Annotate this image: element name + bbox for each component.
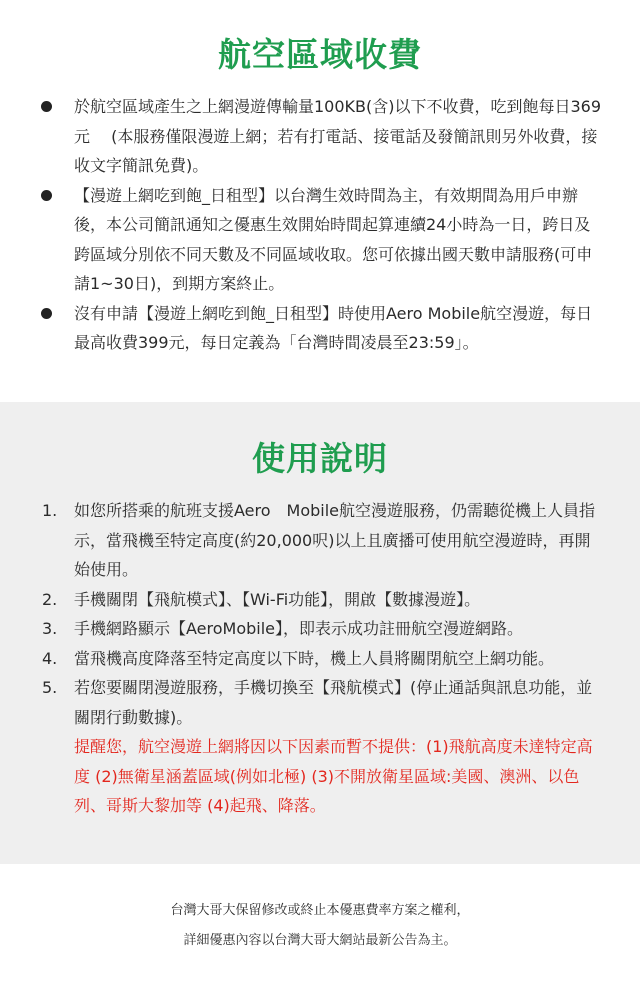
fees-item-text: 【漫遊上網吃到飽_日租型】以台灣生效時間為主，有效期間為用戶申辦後，本公司簡訊通知之優惠生效開始時間起算連續24小時為一日，跨日及跨區域分別依不同天數及不同區域收取。您可依據出國天數申請服務(可申請1~30日)，到期方案終止。 — [74, 185, 593, 293]
bullet-icon — [41, 190, 52, 201]
bullet-icon — [41, 101, 52, 112]
usage-section — [0, 402, 640, 864]
fees-title: 航空區域收費 — [218, 35, 422, 74]
usage-step — [0, 673, 640, 732]
usage-title: 使用說明 — [252, 439, 388, 478]
step-text: 手機關閉【飛航模式】、【Wi-Fi功能】，開啟【數據漫遊】。 — [74, 589, 481, 609]
fees-item — [0, 299, 640, 358]
bullet-icon — [41, 308, 52, 319]
step-number: 3. — [42, 619, 58, 638]
step-text: 當飛機高度降落至特定高度以下時，機上人員將關閉航空上網功能。 — [74, 648, 555, 668]
footer — [0, 896, 640, 956]
fees-item — [0, 92, 640, 181]
step-text: 如您所搭乘的航班支援Aero Mobile航空漫遊服務，仍需聽從機上人員指示，當飛機至特定高度(約20,000呎)以上且廣播可使用航空漫遊時，再開始使用。 — [74, 501, 596, 579]
step-number: 1. — [42, 501, 58, 520]
usage-steps — [0, 496, 640, 821]
usage-step — [0, 614, 640, 644]
step-number: 5. — [42, 678, 58, 697]
usage-notice: 提醒您，航空漫遊上網將因以下因素而暫不提供：(1)飛航高度未達特定高度 (2)無衛星涵蓋區域(例如北極) (3)不開放衛星區域:美國、澳洲、以色列、哥斯大黎加等 (4)起飛、降落。 — [74, 737, 593, 815]
step-number: 2. — [42, 589, 58, 609]
usage-step — [0, 496, 640, 585]
usage-notice-row — [0, 732, 640, 821]
fees-item-text: 沒有申請【漫遊上網吃到飽_日租型】時使用Aero Mobile航空漫遊，每日最高收費399元，每日定義為「台灣時間凌晨至23:59」。 — [74, 303, 593, 352]
step-text: 手機網路顯示【AeroMobile】，即表示成功註冊航空漫遊網路。 — [74, 619, 524, 638]
step-text: 若您要關閉漫遊服務，手機切換至【飛航模式】(停止通話與訊息功能，並關閉行動數據)。 — [74, 678, 593, 727]
step-number: 4. — [42, 648, 58, 668]
usage-step — [0, 644, 640, 674]
fees-item — [0, 181, 640, 299]
footer-line-1: 台灣大哥大保留修改或終止本優惠費率方案之權利， — [170, 903, 470, 918]
usage-step — [0, 585, 640, 615]
footer-line-2: 詳細優惠內容以台灣大哥大網站最新公告為主。 — [183, 933, 457, 948]
fees-list — [0, 92, 640, 358]
fees-item-text: 於航空區域產生之上網漫遊傳輸量100KB(含)以下不收費，吃到飽每日369元 (本服務僅限漫遊上網；若有打電話、接電話及發簡訊則另外收費，接收文字簡訊免費)。 — [74, 97, 602, 175]
